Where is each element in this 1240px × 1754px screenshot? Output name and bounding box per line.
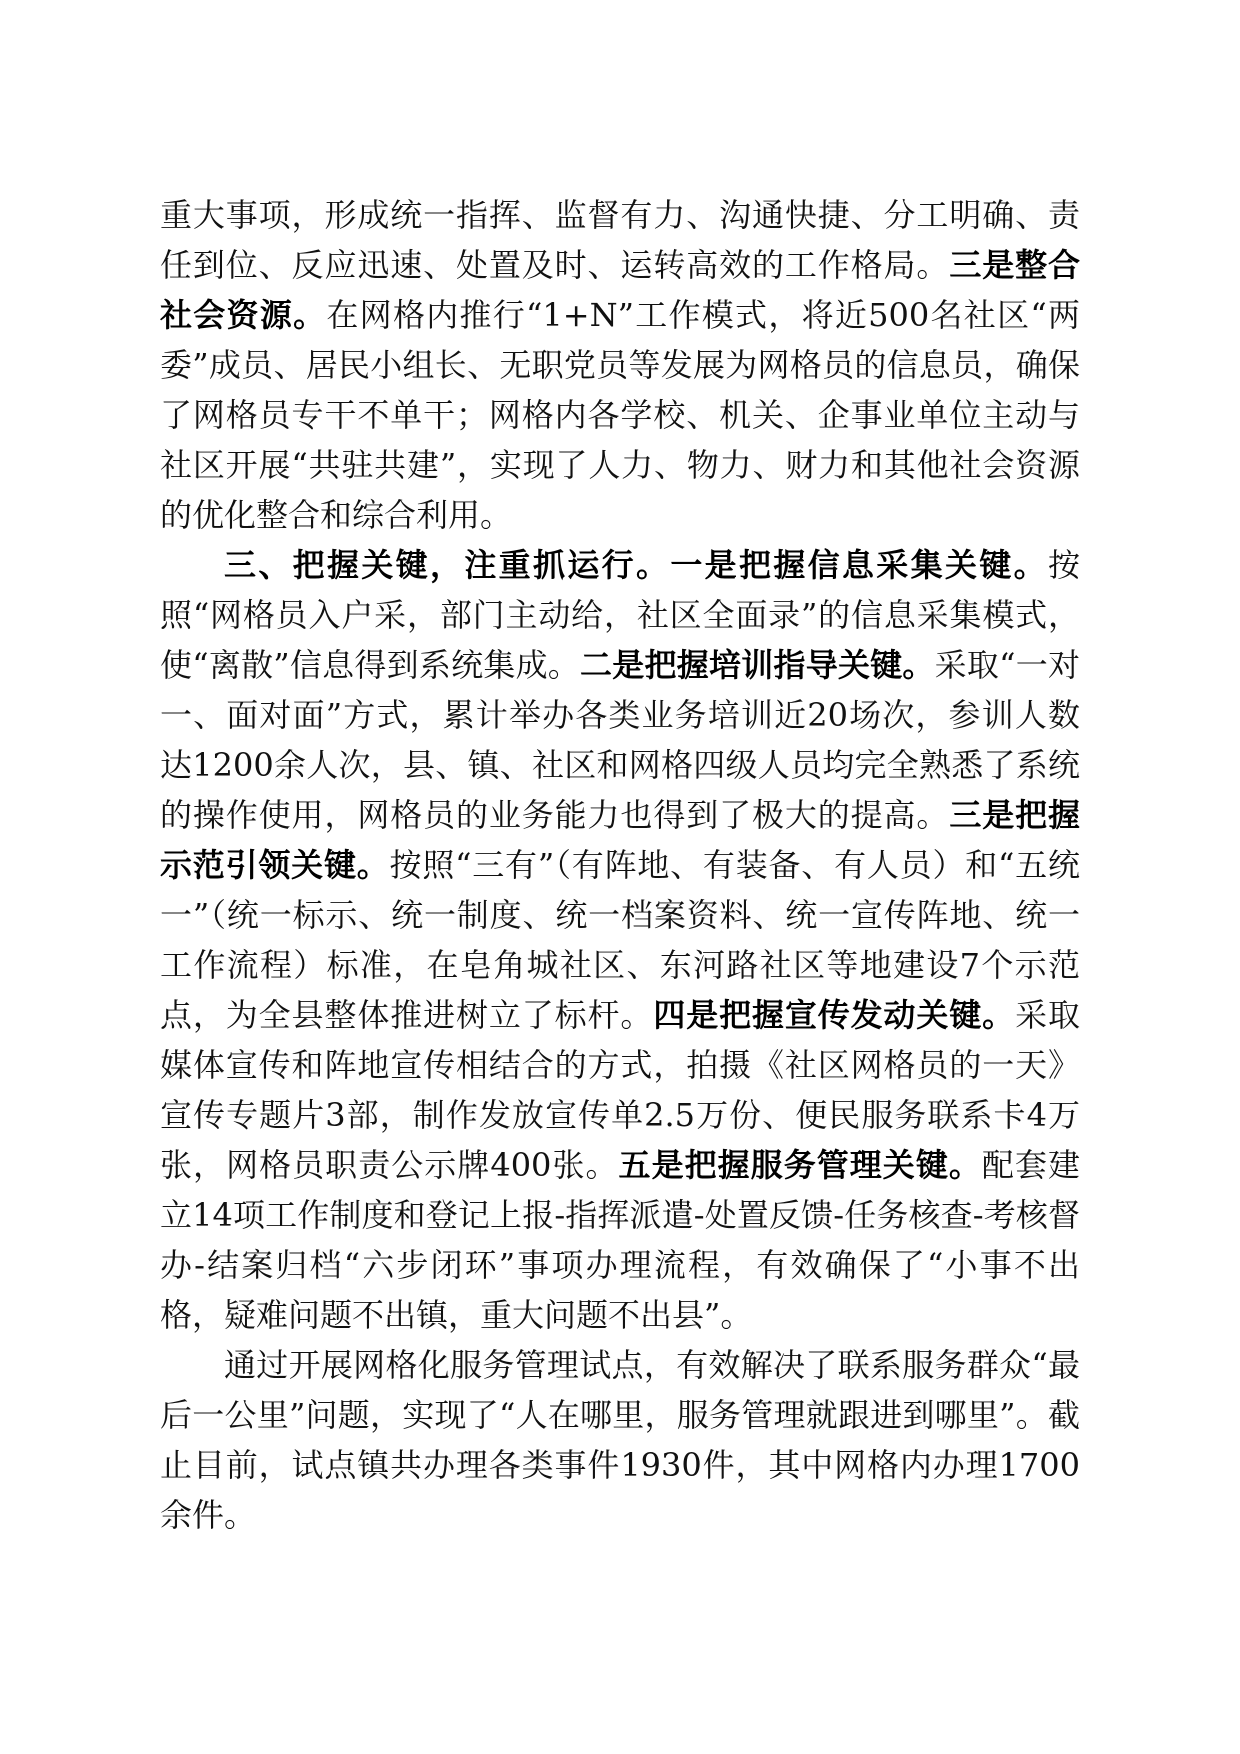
paragraph-1 bbox=[160, 190, 1080, 540]
bold-heading: 四是把握宣传发动关键。 bbox=[653, 996, 1016, 1034]
text-run: 配套建立14项工作制度和登记上报-指挥派遣-处置反馈-任务核查-考核督办-结案归档“六步闭环”事项办理流程，有效确保了“小事不出格，疑难问题不出镇，重大问题不出县”。 bbox=[160, 1146, 1080, 1334]
bold-heading: 五是把握服务管理关键。 bbox=[618, 1146, 982, 1184]
text-run: 通过开展网格化服务管理试点，有效解决了联系服务群众“最后一公里”问题，实现了“人在哪里，服务管理就跟进到哪里”。截止目前，试点镇共办理各类事件1930件，其中网格内办理1700余件。 bbox=[160, 1346, 1080, 1534]
document-body bbox=[160, 190, 1080, 1540]
text-run: 采取媒体宣传和阵地宣传相结合的方式，拍摄《社区网格员的一天》宣传专题片3部，制作发放宣传单2.5万份、便民服务联系卡4万张，网格员职责公示牌400张。 bbox=[160, 996, 1080, 1184]
bold-heading: 三是把握示范引领关键。 bbox=[160, 796, 1080, 884]
paragraph-3 bbox=[160, 1340, 1080, 1540]
text-run: 按照“三有”（有阵地、有装备、有人员）和“五统一”（统一标示、统一制度、统一档案资料、统一宣传阵地、统一工作流程）标准，在皂角城社区、东河路社区等地建设7个示范点，为全县整体推进树立了标杆。 bbox=[160, 846, 1080, 1034]
bold-heading: 三是整合社会资源。 bbox=[160, 246, 1080, 334]
text-run: 采取“一对一、面对面”方式，累计举办各类业务培训近20场次，参训人数达1200余人次，县、镇、社区和网格四级人员均完全熟悉了系统的操作使用，网格员的业务能力也得到了极大的提高。 bbox=[160, 646, 1080, 834]
text-run: 在网格内推行“1+N”工作模式，将近500名社区“两委”成员、居民小组长、无职党员等发展为网格员的信息员，确保了网格员专干不单干；网格内各学校、机关、企事业单位主动与社区开展“共驻共建”，实现了人力、物力、财力和其他社会资源的优化整合和综合利用。 bbox=[160, 296, 1080, 534]
bold-heading: 二是把握培训指导关键。 bbox=[580, 646, 935, 684]
text-run: 重大事项，形成统一指挥、监督有力、沟通快捷、分工明确、责任到位、反应迅速、处置及时、运转高效的工作格局。 bbox=[160, 196, 1080, 284]
text-run: 按照“网格员入户采，部门主动给，社区全面录”的信息采集模式，使“离散”信息得到系统集成。 bbox=[160, 546, 1080, 684]
section-heading: 三、把握关键，注重抓运行。一是把握信息采集关键。 bbox=[224, 546, 1048, 584]
paragraph-2 bbox=[160, 540, 1080, 1340]
